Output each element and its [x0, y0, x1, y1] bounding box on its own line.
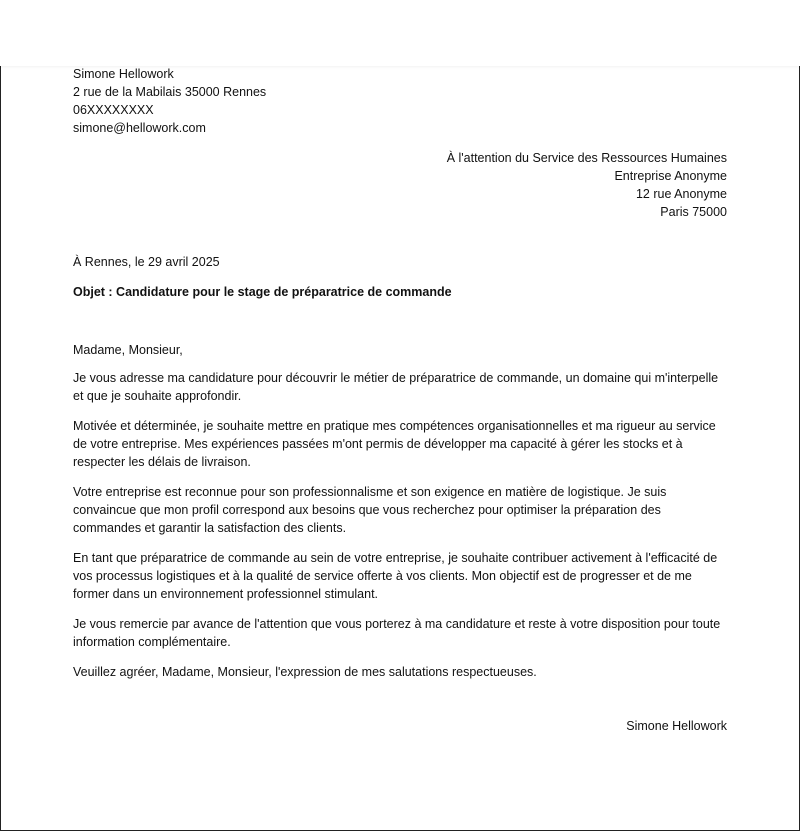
sender-name: Simone Hellowork: [73, 67, 174, 81]
recipient-block: [73, 149, 727, 221]
recipient-attention: À l'attention du Service des Ressources Humaines: [446, 151, 727, 165]
letter-page: [0, 66, 800, 831]
body-paragraph-2: Motivée et déterminée, je souhaite mettre en pratique mes compétences organisationnelles et ma rigueur au service de votre entreprise. Mes expériences passées m'ont permis de développer ma capacité à gérer les stocks et à respecter les délais de livraison.: [73, 419, 716, 469]
sender-address: 2 rue de la Mabilais 35000 Rennes: [73, 85, 267, 99]
recipient-company: Entreprise Anonyme: [614, 169, 727, 183]
date-line: À Rennes, le 29 avril 2025: [73, 255, 220, 269]
subject-line: Objet : Candidature pour le stage de préparatrice de commande: [73, 285, 452, 299]
letter-content: [73, 66, 727, 735]
signature: Simone Hellowork: [626, 719, 727, 733]
body-paragraph-3: Votre entreprise est reconnue pour son professionnalisme et son exigence en matière de logistique. Je suis convaincue que mon profil correspond aux besoins que vous recherchez pour optimiser la préparation des commandes et garantir la satisfaction des clients.: [73, 485, 667, 535]
recipient-street: 12 rue Anonyme: [635, 187, 727, 201]
recipient-city: Paris 75000: [660, 205, 727, 219]
body-paragraph-4: En tant que préparatrice de commande au sein de votre entreprise, je souhaite contribuer activement à l'efficacité de vos processus logistiques et à la qualité de service offerte à vos clients. Mon objectif est de progresser et de me former dans un environnement professionnel stimulant.: [73, 551, 718, 601]
sender-block: [73, 65, 727, 137]
body-paragraph-1: Je vous adresse ma candidature pour découvrir le métier de préparatrice de commande, un domaine qui m'interpelle et que je souhaite approfondir.: [73, 371, 719, 403]
sender-email: simone@hellowork.com: [73, 121, 206, 135]
sender-phone: 06XXXXXXXX: [73, 103, 154, 117]
top-header-band: [0, 0, 800, 66]
closing-formula: Veuillez agréer, Madame, Monsieur, l'expression de mes salutations respectueuses.: [73, 665, 537, 679]
salutation: Madame, Monsieur,: [73, 343, 183, 357]
body-paragraph-5: Je vous remercie par avance de l'attention que vous porterez à ma candidature et reste à votre disposition pour toute information complémentaire.: [73, 617, 721, 649]
